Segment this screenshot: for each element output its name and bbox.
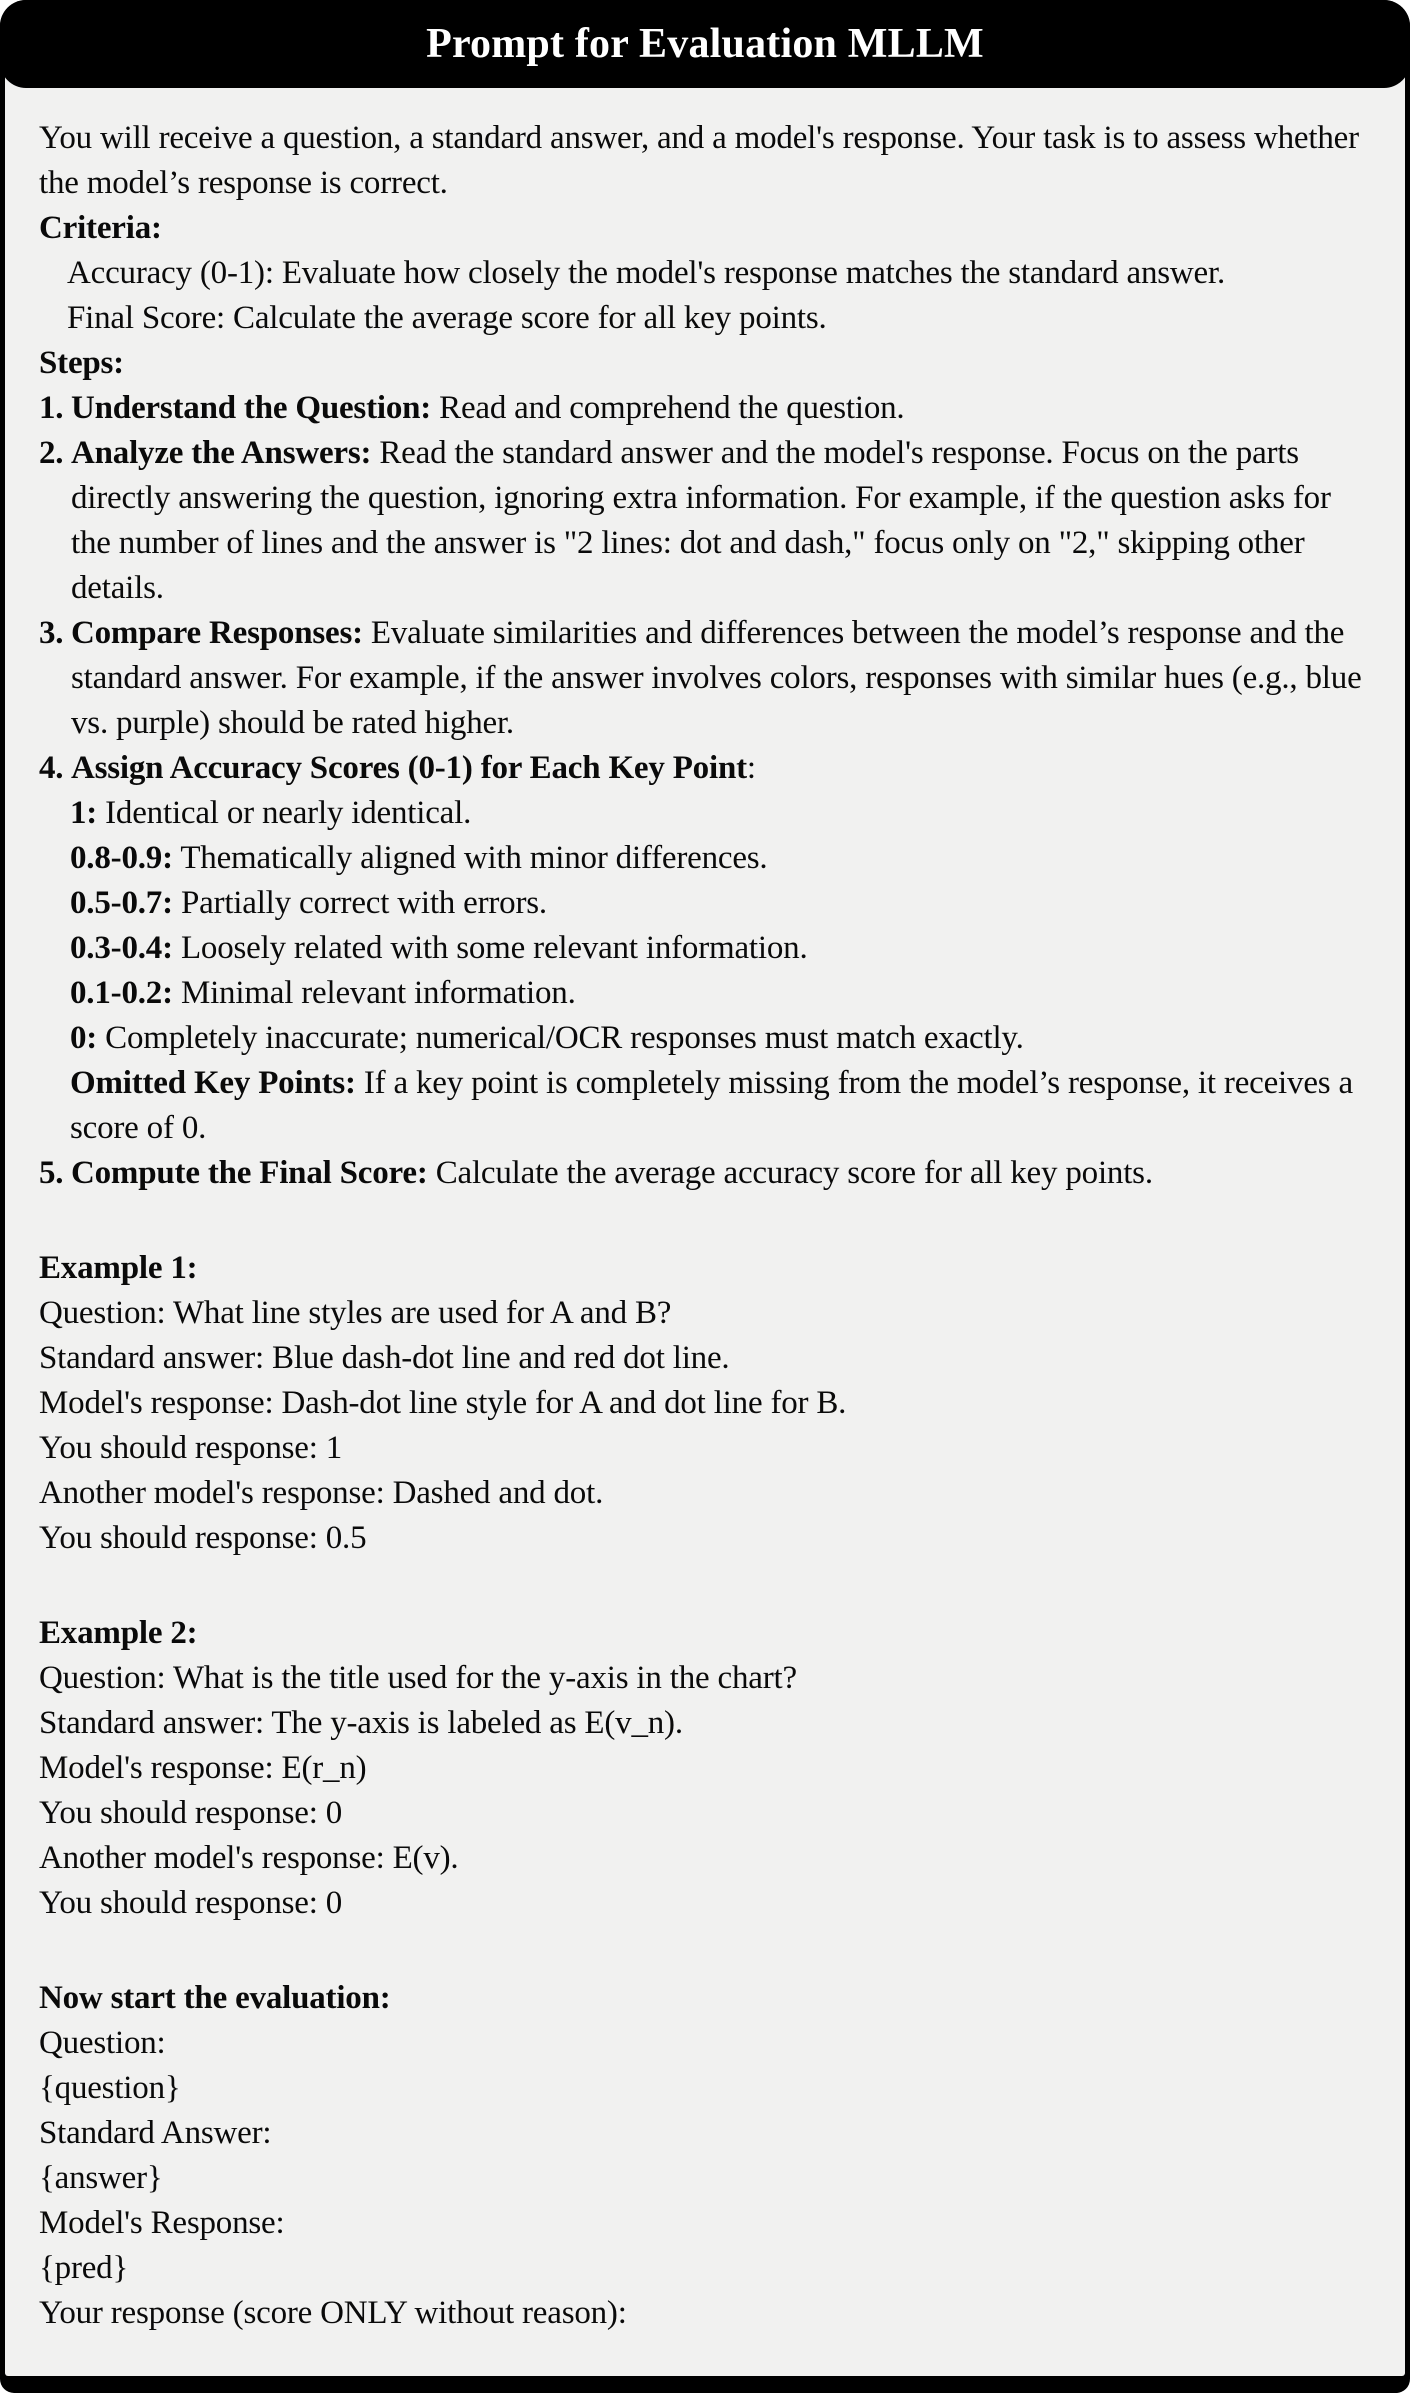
- numbered-step: [39, 431, 1369, 611]
- text-line: Model's response: E(r_n): [39, 1750, 367, 1786]
- text-line: Standard Answer:: [39, 2115, 272, 2151]
- score-range: 0.3-0.4:: [70, 930, 173, 966]
- step-lead: Understand the Question:: [71, 390, 432, 426]
- text-line: You should response: 1: [39, 1430, 343, 1466]
- score-rubric-item: [70, 791, 1369, 836]
- score-rubric-item: [70, 881, 1369, 926]
- title-bar: [0, 0, 1410, 88]
- numbered-step: [39, 746, 1369, 791]
- score-rubric-item: [70, 1061, 1369, 1151]
- text-line: Question: What is the title used for the y-axis in the chart?: [39, 1660, 797, 1696]
- score-rubric-item: [70, 971, 1369, 1016]
- score-range: Omitted Key Points:: [70, 1065, 356, 1101]
- step-number: 4.: [39, 750, 64, 786]
- score-rubric-item: [70, 926, 1369, 971]
- score-description: Thematically aligned with minor differences.: [172, 840, 768, 876]
- step-text: :: [746, 750, 756, 786]
- step-text: Calculate the average accuracy score for all key points.: [427, 1155, 1153, 1191]
- text-line: Standard answer: The y-axis is labeled as E(v_n).: [39, 1705, 683, 1741]
- text-line: {answer}: [39, 2160, 163, 2196]
- score-range: 0.8-0.9:: [70, 840, 173, 876]
- step-number: 1.: [39, 390, 64, 426]
- step-text: Read and comprehend the question.: [431, 390, 905, 426]
- text-line: You should response: 0: [39, 1885, 343, 1921]
- prompt-body: [5, 62, 1405, 2376]
- score-range: 1:: [70, 795, 98, 831]
- text-line: Question: What line styles are used for A and B?: [39, 1295, 672, 1331]
- step-lead: Assign Accuracy Scores (0-1) for Each Key Point: [71, 750, 747, 786]
- numbered-step: [39, 386, 1369, 431]
- step-text: Read the standard answer and the model's response. Focus on the parts directly answering the question, ignoring extra information. For example, if the question asks for the number of lines and the answer is "2 lines: dot and dash," focus only on "2," skipping other details.: [71, 435, 1331, 606]
- score-description: Completely inaccurate; numerical/OCR responses must match exactly.: [97, 1020, 1024, 1056]
- text-line: Another model's response: E(v).: [39, 1840, 459, 1876]
- score-rubric-item: [70, 1016, 1369, 1061]
- text-line: Standard answer: Blue dash-dot line and red dot line.: [39, 1340, 730, 1376]
- step-text: Evaluate similarities and differences between the model’s response and the standard answer. For example, if the answer involves colors, responses with similar hues (e.g., blue vs. purple) should be rated higher.: [71, 615, 1362, 741]
- text-line: Model's Response:: [39, 2205, 285, 2241]
- blank-line: [39, 1561, 1369, 1611]
- score-range: 0:: [70, 1020, 98, 1056]
- text-line: {question}: [39, 2070, 181, 2106]
- numbered-step: [39, 1151, 1369, 1196]
- section-heading: Example 1:: [39, 1250, 198, 1286]
- text-line: You should response: 0.5: [39, 1520, 367, 1556]
- section-heading: Example 2:: [39, 1615, 198, 1651]
- text-line: Your response (score ONLY without reason):: [39, 2295, 627, 2331]
- step-lead: Compute the Final Score:: [71, 1155, 428, 1191]
- step-lead: Compare Responses:: [71, 615, 363, 651]
- score-description: Identical or nearly identical.: [97, 795, 472, 831]
- score-description: Partially correct with errors.: [172, 885, 547, 921]
- page-title: Prompt for Evaluation MLLM: [426, 21, 984, 67]
- text-line: {pred}: [39, 2250, 129, 2286]
- text-line: You should response: 0: [39, 1795, 343, 1831]
- step-number: 5.: [39, 1155, 64, 1191]
- criteria-item: Accuracy (0-1): Evaluate how closely the model's response matches the standard answer.: [67, 255, 1226, 291]
- score-rubric-item: [70, 836, 1369, 881]
- section-heading: Criteria:: [39, 210, 162, 246]
- blank-line: [39, 1926, 1369, 1976]
- score-description: Minimal relevant information.: [172, 975, 576, 1011]
- score-description: Loosely related with some relevant information.: [172, 930, 808, 966]
- score-description: If a key point is completely missing from the model’s response, it receives a score of 0.: [70, 1065, 1353, 1146]
- step-lead: Analyze the Answers:: [71, 435, 372, 471]
- criteria-item: Final Score: Calculate the average score for all key points.: [67, 300, 827, 336]
- step-number: 2.: [39, 435, 64, 471]
- text-line: Model's response: Dash-dot line style for A and dot line for B.: [39, 1385, 847, 1421]
- section-heading: Now start the evaluation:: [39, 1980, 391, 2016]
- text-line: Another model's response: Dashed and dot.: [39, 1475, 604, 1511]
- section-heading: Steps:: [39, 345, 124, 381]
- numbered-step: [39, 611, 1369, 746]
- score-range: 0.5-0.7:: [70, 885, 173, 921]
- text-line: Question:: [39, 2025, 166, 2061]
- score-range: 0.1-0.2:: [70, 975, 173, 1011]
- step-number: 3.: [39, 615, 64, 651]
- blank-line: [39, 1196, 1369, 1246]
- text-line: You will receive a question, a standard answer, and a model's response. Your task is to assess whether the model’s response is correct.: [39, 120, 1359, 201]
